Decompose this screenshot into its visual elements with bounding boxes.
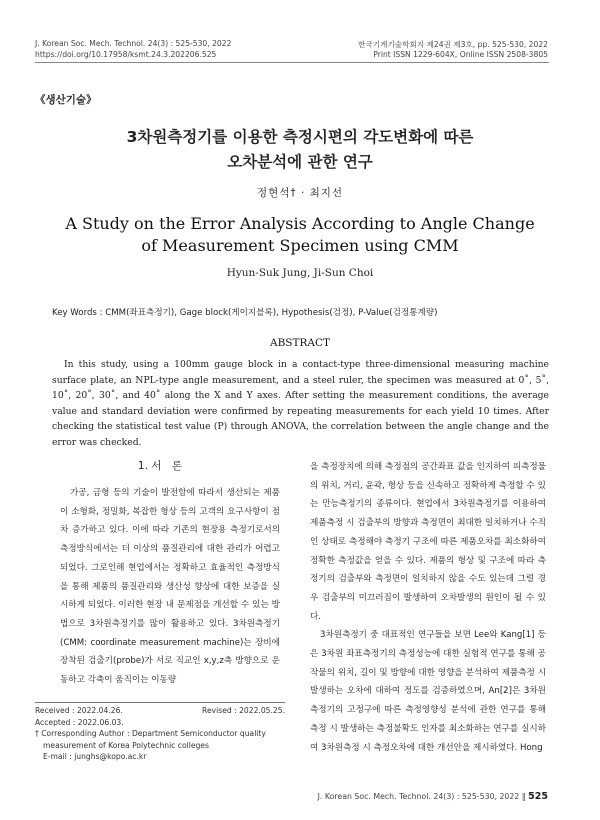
footer xyxy=(318,791,548,802)
corresponding-author: † Corresponding Author : Department Semiconductor quality xyxy=(35,729,266,738)
received-date: Received : 2022.04.26. xyxy=(35,706,123,715)
header-journal-citation: J. Korean Soc. Mech. Technol. 24(3) : 525-530, 2022 xyxy=(35,39,232,48)
right-column xyxy=(310,458,546,757)
authors-ko: 정현석† · 최지선 xyxy=(256,187,344,199)
title-ko-line2: 오차분석에 관한 연구 xyxy=(227,153,373,171)
title-ko-line1: 3차원측정기를 이용한 측정시편의 각도변화에 따른 xyxy=(126,128,474,146)
right-column-paragraph-1: 을 측정장치에 의해 측정점의 공간좌표 값을 인지하여 피측정물의 위치, 거리, 윤곽, 형상 등을 신속하고 정확하게 측정할 수 있는 만능측정기의 종류이다. 현업에서 3차원측정기를 이용하여 제품측정 시 검출부의 방향과 측정면이 최대한 일치하거나 수직인 상태로 측정해야 측정기 구조에 따른 제품오차를 최소화하여 정확한 측정값을 얻을 수 있다. 제품의 형상 및 구조에 따라 측정기의 검출부와 측정면이 일치하지 않을 수도 있는데 그럴 경우 검출부의 미끄러짐이 발생하여 오차발생의 원인이 될 수 있다. xyxy=(310,462,546,622)
header-rule xyxy=(35,62,549,63)
page-number: 525 xyxy=(528,791,548,802)
accepted-date: Accepted : 2022.06.03. xyxy=(35,717,124,727)
right-column-paragraph-2: 3차원측정기 중 대표적인 연구들을 보면 Lee와 Kang[1] 등은 3차원 좌표측정기의 측정성능에 대한 실험적 연구를 통해 공작물의 위치, 길이 및 방향에 대한 영향을 분석하여 제품측정 시 발생하는 오차에 대하여 정도를 검증하였으며, An[2]은 3차원측정기의 고정구에 따른 측정영향성 분석에 관한 연구를 통해 측정 시 발생하는 측정불확도 인자를 최소화하는 연구를 실시하여 3차원측정 시 측정오차에 대한 개선안을 제시하였다. Hong xyxy=(310,630,546,753)
notes-rule xyxy=(35,702,285,703)
abstract-title: ABSTRACT xyxy=(269,337,331,349)
corresponding-affiliation: measurement of Korea Polytechnic colleges xyxy=(43,740,209,750)
section-tag: 《생산기술》 xyxy=(35,94,97,106)
revised-date: Revised : 2022.05.25. xyxy=(202,706,285,715)
left-column xyxy=(60,484,280,690)
keywords: Key Words : CMM(좌표측정기), Gage block(게이지블록), Hypothesis(검정), P-Value(검정통계량) xyxy=(52,308,438,318)
received-revised-row xyxy=(35,705,285,717)
title-en-line2: of Measurement Specimen using CMM xyxy=(141,236,459,255)
authors-en: Hyun-Suk Jung, Ji-Sun Choi xyxy=(226,267,374,279)
footnotes xyxy=(35,705,285,763)
corresponding-email[interactable]: E-mail : junghs@kopo.ac.kr xyxy=(43,752,147,761)
header-doi[interactable]: https://doi.org/10.17958/ksmt.24.3.202206.525 xyxy=(35,50,217,59)
footer-journal: J. Korean Soc. Mech. Technol. 24(3) : 525-530, 2022 ‖ xyxy=(317,792,529,801)
title-en-line1: A Study on the Error Analysis According to Angle Change xyxy=(65,214,535,233)
section-1-heading: 1. 서 론 xyxy=(137,460,183,472)
header-issn: Print ISSN 1229-604X, Online ISSN 2508-3805 xyxy=(373,50,548,59)
abstract-body: In this study, using a 100mm gauge block in a contact-type three-dimensional measuring machine surface plate, an NPL-type angle measurement, and a steel ruler, the specimen was measured at 0˚, 5˚, 10˚, 20˚, 30˚, and 40˚ along the X and Y axes. After setting the measurement conditions, the average value and standard deviation were confirmed by repeating measurements for each yield 10 times. After checking the statistical test value (P) through ANOVA, the correlation between the angle change and the error was checked. xyxy=(52,359,549,448)
header-journal-ko: 한국기계기술학회지 제24권 제3호, pp. 525-530, 2022 xyxy=(358,40,548,49)
left-column-paragraph: 가공, 금형 등의 기술이 발전함에 따라서 생산되는 제품이 소형화, 정밀화, 복잡한 형상 등의 고객의 요구사항이 점차 증가하고 있다. 이에 따라 기존의 현장용 측정기로서의 측정방식에서는 더 이상의 품질관리에 대한 관리가 어렵고 되었다. 그로인해 현업에서는 정확하고 효율적인 측정방식을 통해 제품의 품질관리와 생산성 향상에 대한 보증을 실시하게 되었다. 이러한 현장 내 문제점을 개선할 수 있는 방법으로 3차원측정기를 많이 활용하고 있다. 3차원측정기(CMM: coordinate measurement machine)는 장비에 장착된 검출기(probe)가 서로 직교인 x,y,z축 방향으로 운동하고 각축이 움직이는 이동량 xyxy=(60,488,280,686)
